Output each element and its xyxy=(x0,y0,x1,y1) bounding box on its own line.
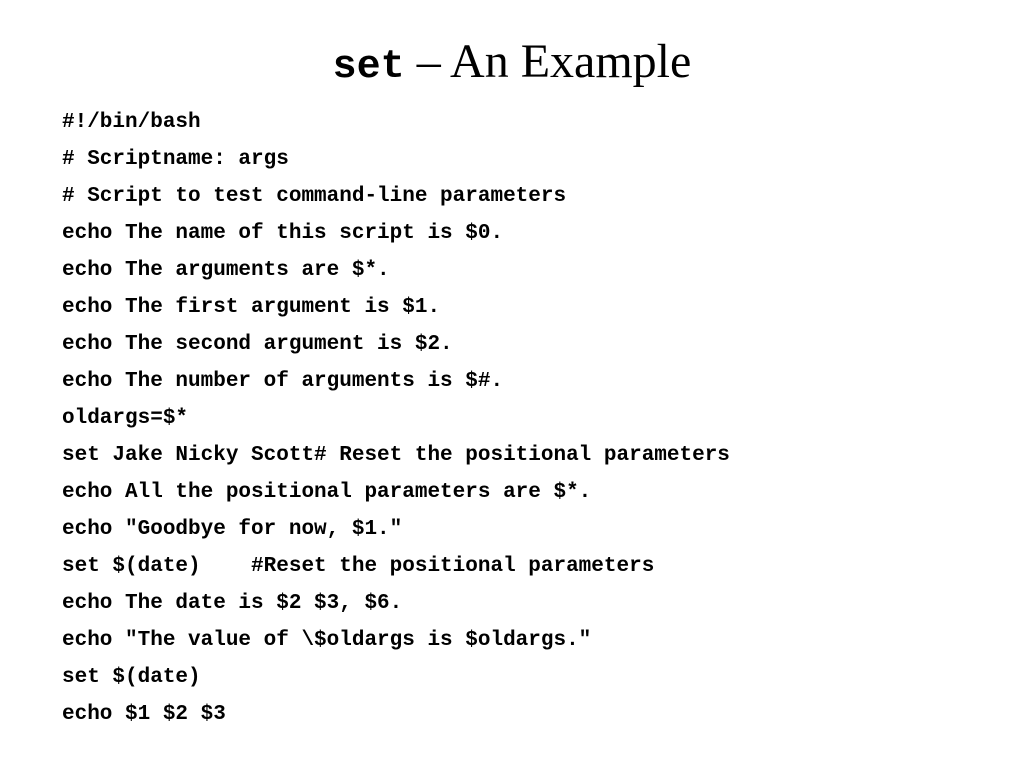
code-line: echo The date is $2 $3, $6. xyxy=(62,592,403,615)
script-code-block xyxy=(62,104,1012,733)
code-line: # Script to test command-line parameters xyxy=(62,185,567,208)
code-line: echo The number of arguments is $#. xyxy=(62,370,504,393)
code-line: set $(date) #Reset the positional parameters xyxy=(62,555,655,578)
code-line: echo The first argument is $1. xyxy=(62,296,441,319)
code-line: # Scriptname: args xyxy=(62,148,289,171)
code-line: echo All the positional parameters are $*. xyxy=(62,481,592,504)
code-line: echo "The value of \$oldargs is $oldargs." xyxy=(62,629,592,652)
code-line: echo The name of this script is $0. xyxy=(62,222,504,245)
code-line: echo "Goodbye for now, $1." xyxy=(62,518,403,541)
code-line: oldargs=$* xyxy=(62,407,189,430)
code-line: set Jake Nicky Scott# Reset the positional parameters xyxy=(62,444,730,467)
slide-title-text: – An Example xyxy=(404,35,692,88)
slide-title xyxy=(0,32,1024,103)
code-line: echo The arguments are $*. xyxy=(62,259,390,282)
code-line: set $(date) xyxy=(62,666,201,689)
code-line: #!/bin/bash xyxy=(62,111,201,134)
code-line: echo $1 $2 $3 xyxy=(62,703,226,726)
slide-title-command: set xyxy=(332,45,405,90)
code-line: echo The second argument is $2. xyxy=(62,333,453,356)
